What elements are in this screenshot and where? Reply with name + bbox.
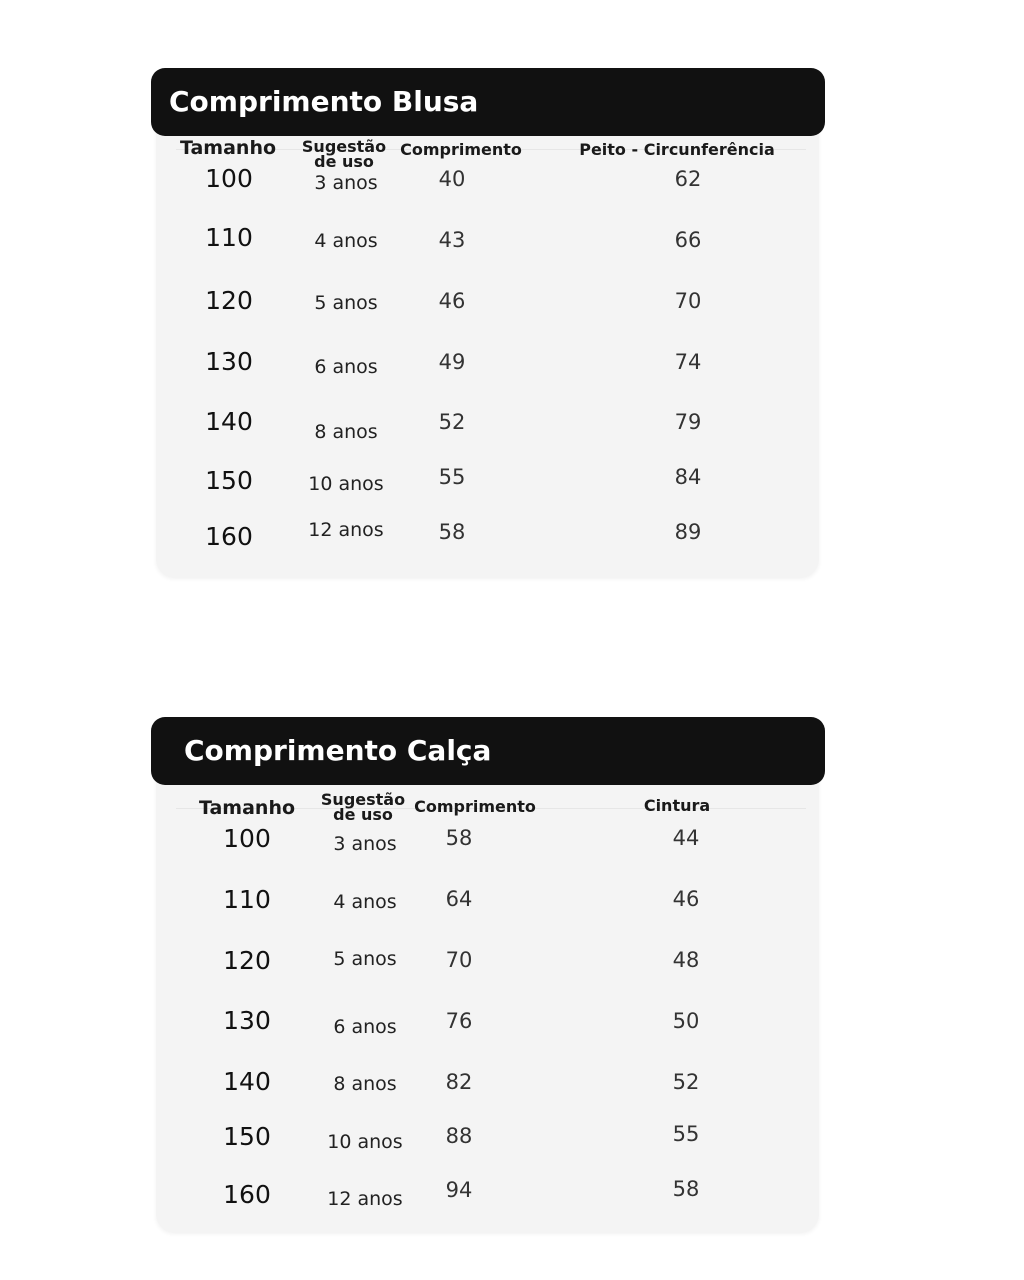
calca-length-cell: 94 [445,1178,473,1202]
blusa-length-cell: 55 [438,465,466,489]
calca-length-cell: 58 [445,826,473,850]
blusa-measure-cell: 62 [674,167,702,191]
blusa-header-measure: Peito - Circunferência [579,140,775,159]
calca-header-usage-line2: de uso [333,805,393,824]
blusa-measure-cell: 74 [674,350,702,374]
blusa-header-size: Tamanho [179,137,277,159]
blusa-measure-cell: 79 [674,410,702,434]
calca-age-cell: 10 anos [327,1131,403,1153]
blusa-measure-cell: 89 [674,520,702,544]
calca-measure-cell: 52 [672,1070,700,1094]
calca-header-measure: Cintura [643,796,711,815]
blusa-header-length: Comprimento [400,140,522,159]
calca-age-cell: 3 anos [333,833,397,855]
calca-length-cell: 64 [445,887,473,911]
blusa-age-cell: 6 anos [314,356,378,378]
calca-header-size: Tamanho [198,797,296,819]
calca-length-cell: 70 [445,948,473,972]
blusa-size-cell: 110 [205,223,253,252]
calca-age-cell: 8 anos [333,1073,397,1095]
blusa-title: Comprimento Blusa [169,85,479,118]
calca-size-cell: 120 [223,946,271,975]
calca-age-cell: 4 anos [333,891,397,913]
blusa-length-cell: 43 [438,228,466,252]
blusa-age-cell: 5 anos [314,292,378,314]
blusa-header-usage-line2: de uso [314,152,374,171]
blusa-age-cell: 3 anos [314,172,378,194]
blusa-length-cell: 58 [438,520,466,544]
calca-age-cell: 6 anos [333,1016,397,1038]
blusa-length-cell: 52 [438,410,466,434]
calca-title-banner [151,717,825,785]
calca-header-usage-line1: Sugestão [320,790,406,809]
blusa-size-cell: 100 [205,164,253,193]
blusa-measure-cell: 70 [674,289,702,313]
calca-size-cell: 100 [223,824,271,853]
calca-age-cell: 12 anos [327,1188,403,1210]
blusa-length-cell: 49 [438,350,466,374]
calca-size-cell: 130 [223,1006,271,1035]
blusa-age-cell: 12 anos [308,519,384,541]
calca-title: Comprimento Calça [184,734,492,767]
blusa-length-cell: 40 [438,167,466,191]
calca-size-cell: 140 [223,1067,271,1096]
blusa-measure-cell: 84 [674,465,702,489]
calca-size-cell: 150 [223,1122,271,1151]
blusa-age-cell: 4 anos [314,230,378,252]
calca-header-usage [321,792,405,822]
blusa-age-cell: 8 anos [314,421,378,443]
calca-measure-cell: 50 [672,1009,700,1033]
blusa-size-cell: 160 [205,522,253,551]
blusa-size-cell: 140 [205,407,253,436]
blusa-header-usage [302,139,386,169]
calca-length-cell: 88 [445,1124,473,1148]
blusa-measure-cell: 66 [674,228,702,252]
calca-size-cell: 110 [223,885,271,914]
blusa-header-usage-line1: Sugestão [301,137,387,156]
blusa-size-cell: 150 [205,466,253,495]
calca-length-cell: 76 [445,1009,473,1033]
blusa-age-cell: 10 anos [308,473,384,495]
blusa-size-cell: 120 [205,286,253,315]
blusa-length-cell: 46 [438,289,466,313]
calca-header-length: Comprimento [414,797,536,816]
calca-size-cell: 160 [223,1180,271,1209]
calca-measure-cell: 46 [672,887,700,911]
calca-length-cell: 82 [445,1070,473,1094]
blusa-title-banner [151,68,825,136]
blusa-table-card [156,120,819,577]
calca-measure-cell: 44 [672,826,700,850]
calca-age-cell: 5 anos [333,948,397,970]
calca-measure-cell: 55 [672,1122,700,1146]
calca-measure-cell: 48 [672,948,700,972]
calca-measure-cell: 58 [672,1177,700,1201]
blusa-size-cell: 130 [205,347,253,376]
